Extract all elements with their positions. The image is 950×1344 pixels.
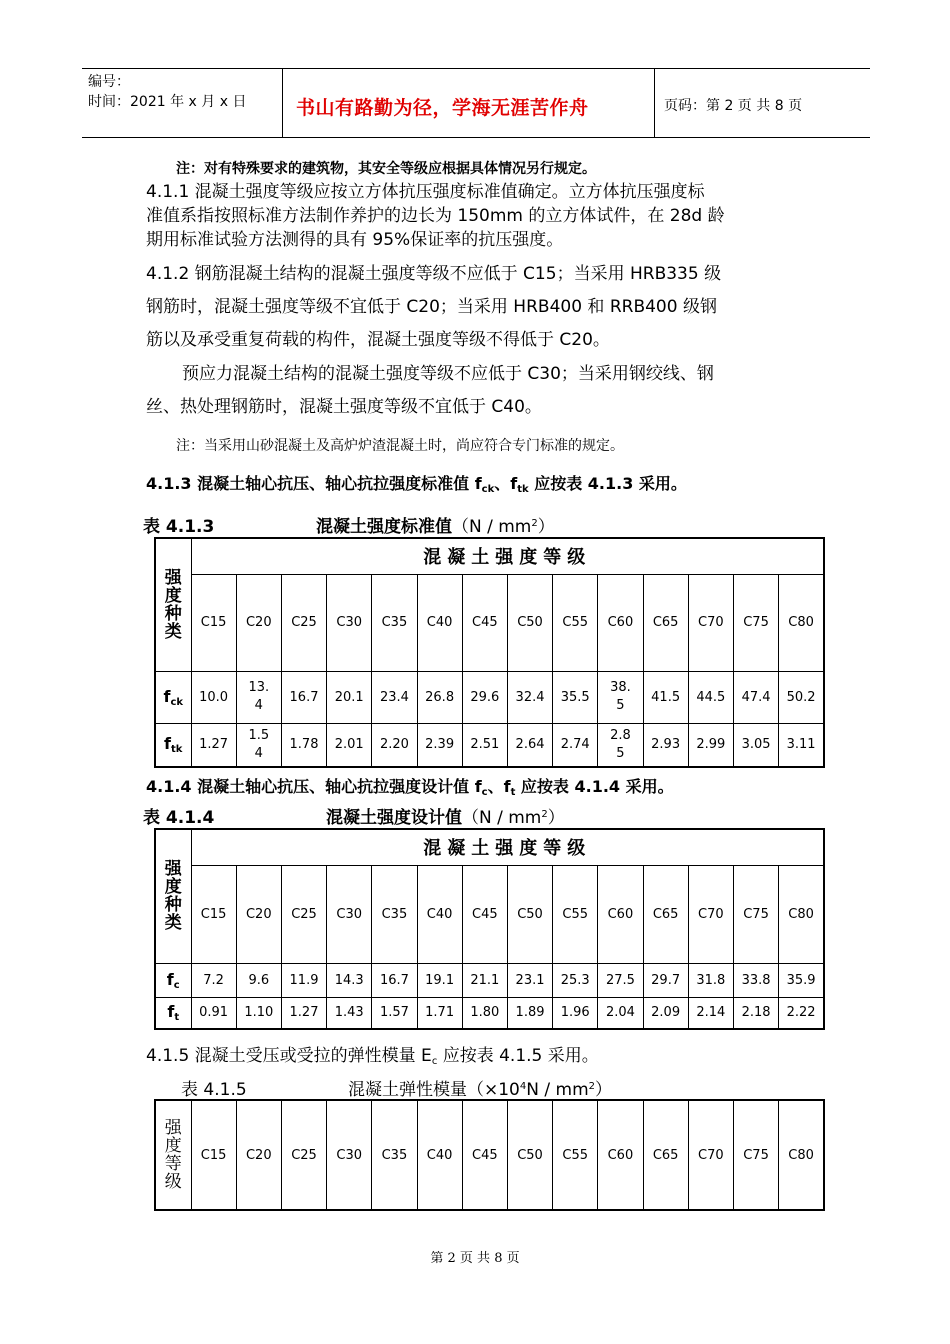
- row-header-fck: $f_{ck}$: [155, 671, 191, 723]
- table-4-1-3-title: 混凝土强度标准值$(N / mm^2)$: [316, 517, 555, 537]
- page-footer: 第 2 页 共 8 页: [430, 1251, 520, 1266]
- page-header: [82, 68, 870, 138]
- table-cell: 2.01: [327, 723, 372, 767]
- table-cell: 20.1: [327, 671, 372, 723]
- table-cell: 0.91: [191, 997, 236, 1029]
- note-top: 注：对有特殊要求的建筑物，其安全等级应根据具体情况另行规定。: [176, 161, 596, 177]
- table-cell: 1.80: [462, 997, 507, 1029]
- table-cell: C60: [598, 574, 643, 671]
- table-cell: C65: [643, 1100, 688, 1210]
- table-cell: 1.71: [417, 997, 462, 1029]
- table-cell: 2.18: [733, 997, 778, 1029]
- table-cell: 19.1: [417, 963, 462, 997]
- table-cell: C60: [598, 865, 643, 963]
- table-cell: 26.8: [417, 671, 462, 723]
- table-cell: C20: [236, 574, 281, 671]
- table-cell: 23.1: [507, 963, 552, 997]
- table-cell: 16.7: [372, 963, 417, 997]
- table-cell: C45: [462, 1100, 507, 1210]
- row-header-ftk: $f_{tk}$: [155, 723, 191, 767]
- row-header-ft: $f_t$: [155, 997, 191, 1029]
- grade-header: 混凝土强度等级: [191, 538, 824, 574]
- table-cell: 47.4: [733, 671, 778, 723]
- table-cell: C55: [553, 865, 598, 963]
- table-cell: C80: [779, 1100, 824, 1210]
- section-4-1-1: [146, 180, 725, 252]
- table-cell: 13. 4: [236, 671, 281, 723]
- s415-heading: 4.1.5 混凝土受压或受拉的弹性模量 $E_c$ 应按表 4.1.5 采用。: [146, 1046, 599, 1067]
- table-4-1-5: [154, 1099, 825, 1211]
- table-cell: C30: [327, 1100, 372, 1210]
- table-cell: 1.5 4: [236, 723, 281, 767]
- table-4-1-4-title: 混凝土强度设计值$(N / mm^2)$: [326, 808, 565, 828]
- section-4-1-2: [146, 258, 721, 357]
- table-cell: 2.93: [643, 723, 688, 767]
- row-label-cell: 强 度 等 级: [155, 1100, 191, 1210]
- table-cell: C15: [191, 574, 236, 671]
- table-4-1-3: [154, 537, 825, 768]
- table-cell: 1.27: [281, 997, 326, 1029]
- s413-heading: 4.1.3 混凝土轴心抗压、轴心抗拉强度标准值 $f_{ck}$、$f_{tk}$ 应按表 4.1.3 采用。: [146, 474, 687, 495]
- table-cell: C80: [779, 574, 824, 671]
- table-cell: 41.5: [643, 671, 688, 723]
- table-cell: 2.04: [598, 997, 643, 1029]
- table-cell: 2.51: [462, 723, 507, 767]
- s412-line4: 预应力混凝土结构的混凝土强度等级不应低于 C30；当采用钢绞线、钢: [182, 364, 714, 384]
- table-row: [155, 963, 824, 997]
- table-4-1-5-title: 混凝土弹性模量$(\times 10^4N / mm^2)$: [348, 1080, 613, 1100]
- code-label: 编号：: [88, 74, 130, 90]
- table-cell: 2.64: [507, 723, 552, 767]
- row-label-cell: 强 度 种 类: [155, 538, 191, 671]
- table-cell: C50: [507, 865, 552, 963]
- table-cell: C45: [462, 574, 507, 671]
- table-cell: 9.6: [236, 963, 281, 997]
- table-cell: C15: [191, 865, 236, 963]
- s412-line3: 筋以及承受重复荷载的构件，混凝土强度等级不得低于 C20。: [146, 330, 610, 350]
- table-cell: C35: [372, 865, 417, 963]
- s412-line5: 丝、热处理钢筋时，混凝土强度等级不宜低于 C40。: [146, 397, 542, 417]
- table-cell: 11.9: [281, 963, 326, 997]
- table-cell: C60: [598, 1100, 643, 1210]
- motto: 书山有路勤为径，学海无涯苦作舟: [296, 97, 589, 119]
- table-cell: C50: [507, 574, 552, 671]
- table-cell: 1.78: [281, 723, 326, 767]
- table-cell: 31.8: [688, 963, 733, 997]
- table-cell: 3.05: [733, 723, 778, 767]
- row-header-fc: $f_c$: [155, 963, 191, 997]
- table-cell: 16.7: [281, 671, 326, 723]
- grade-header: 混凝土强度等级: [191, 829, 824, 865]
- table-cell: 1.27: [191, 723, 236, 767]
- table-row: [155, 997, 824, 1029]
- table-cell: C40: [417, 574, 462, 671]
- table-cell: 3.11: [779, 723, 824, 767]
- table-cell: 2.22: [779, 997, 824, 1029]
- table-cell: C50: [507, 1100, 552, 1210]
- table-cell: 2.99: [688, 723, 733, 767]
- table-cell: C20: [236, 865, 281, 963]
- table-cell: 10.0: [191, 671, 236, 723]
- table-cell: 2.09: [643, 997, 688, 1029]
- s411-line1: 4.1.1 混凝土强度等级应按立方体抗压强度标准值确定。立方体抗压强度标: [146, 182, 705, 202]
- table-cell: C75: [733, 1100, 778, 1210]
- table-4-1-5-number: 表 4.1.5: [181, 1080, 247, 1100]
- time-label: 时间：2021 年 x 月 x 日: [88, 94, 247, 110]
- table-cell: C25: [281, 865, 326, 963]
- table-cell: 25.3: [553, 963, 598, 997]
- table-cell: 29.6: [462, 671, 507, 723]
- table-cell: C70: [688, 574, 733, 671]
- s411-line2: 准值系指按照标准方法制作养护的边长为 150mm 的立方体试件，在 28d 龄: [146, 206, 725, 226]
- table-cell: 14.3: [327, 963, 372, 997]
- table-cell: 2.20: [372, 723, 417, 767]
- table-cell: 21.1: [462, 963, 507, 997]
- table-cell: 2.14: [688, 997, 733, 1029]
- grade-row: [155, 574, 824, 671]
- table-cell: C70: [688, 865, 733, 963]
- table-cell: 35.5: [553, 671, 598, 723]
- s414-heading: 4.1.4 混凝土轴心抗压、轴心抗拉强度设计值 $f_c$、$f_t$ 应按表 4.1.4 采用。: [146, 777, 674, 798]
- table-cell: 1.43: [327, 997, 372, 1029]
- table-cell: C65: [643, 574, 688, 671]
- table-cell: C55: [553, 1100, 598, 1210]
- table-cell: 32.4: [507, 671, 552, 723]
- table-cell: 23.4: [372, 671, 417, 723]
- table-cell: C25: [281, 574, 326, 671]
- grade-row: [155, 865, 824, 963]
- table-cell: 35.9: [779, 963, 824, 997]
- table-4-1-4-number: 表 4.1.4: [143, 808, 215, 828]
- table-4-1-3-number: 表 4.1.3: [143, 517, 215, 537]
- table-cell: 1.96: [553, 997, 598, 1029]
- table-cell: C45: [462, 865, 507, 963]
- table-cell: 27.5: [598, 963, 643, 997]
- table-cell: C75: [733, 865, 778, 963]
- table-cell: 50.2: [779, 671, 824, 723]
- table-cell: C35: [372, 1100, 417, 1210]
- grade-row: [155, 1100, 824, 1210]
- table-cell: 1.10: [236, 997, 281, 1029]
- table-cell: 1.89: [507, 997, 552, 1029]
- table-cell: 2.39: [417, 723, 462, 767]
- table-cell: C30: [327, 574, 372, 671]
- table-cell: 2.74: [553, 723, 598, 767]
- table-cell: C70: [688, 1100, 733, 1210]
- table-cell: C15: [191, 1100, 236, 1210]
- s411-line3: 期用标准试验方法测得的具有 95%保证率的抗压强度。: [146, 230, 564, 250]
- table-cell: C65: [643, 865, 688, 963]
- table-cell: 33.8: [733, 963, 778, 997]
- table-cell: C35: [372, 574, 417, 671]
- table-row: [155, 723, 824, 767]
- s412-line2: 钢筋时，混凝土强度等级不宜低于 C20；当采用 HRB400 和 RRB400 级钢: [146, 297, 717, 317]
- table-cell: C20: [236, 1100, 281, 1210]
- table-cell: 7.2: [191, 963, 236, 997]
- table-4-1-4: [154, 828, 825, 1030]
- table-cell: C55: [553, 574, 598, 671]
- section-4-1-2-prestress: [146, 358, 714, 424]
- s412-note: 注：当采用山砂混凝土及高炉炉渣混凝土时，尚应符合专门标准的规定。: [176, 438, 624, 454]
- page-label: 页码：第 2 页 共 8 页: [664, 98, 803, 114]
- table-cell: C40: [417, 865, 462, 963]
- table-cell: C30: [327, 865, 372, 963]
- table-cell: 44.5: [688, 671, 733, 723]
- table-cell: C40: [417, 1100, 462, 1210]
- s412-line1: 4.1.2 钢筋混凝土结构的混凝土强度等级不应低于 C15；当采用 HRB335 级: [146, 264, 722, 284]
- table-cell: 2.8 5: [598, 723, 643, 767]
- table-cell: C80: [779, 865, 824, 963]
- table-cell: 1.57: [372, 997, 417, 1029]
- row-label-cell: 强 度 种 类: [155, 829, 191, 963]
- table-row: [155, 671, 824, 723]
- table-cell: 38. 5: [598, 671, 643, 723]
- table-cell: C75: [733, 574, 778, 671]
- table-cell: 29.7: [643, 963, 688, 997]
- table-cell: C25: [281, 1100, 326, 1210]
